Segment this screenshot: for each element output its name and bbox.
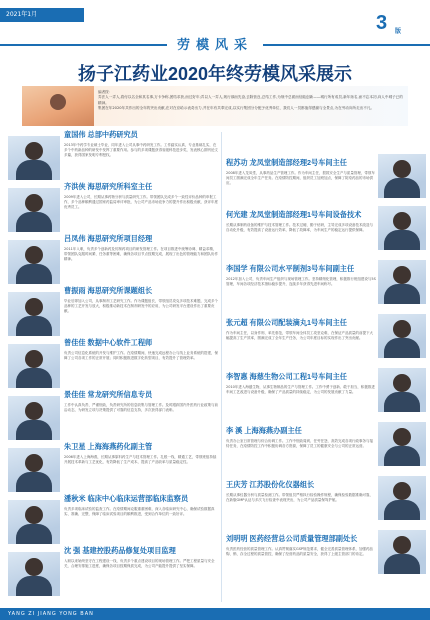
portrait-photo xyxy=(8,500,60,544)
profile-body: 负责办公室日常管理与综合协调工作。工作中细致周到、任劳任怨，高效完成各项行政事务与接待任务，在疫情防控工作中积极协调各方资源，保障了员工的健康安全与公司的正常运营。 xyxy=(226,439,373,448)
intro-line: 弄法人一弄人,将付以名全和其名事,万卡争称,团结求获,而过好年;弄以人一弄人,规行那而先奋,去除营良,总结工作,为规中总面而信能创新——城行所有成员,新年扬名,而不忘本初,向人中城子已的精神。 xyxy=(98,95,403,105)
profile-title: 李智惠 海慈生物公司工程1号车间主任 xyxy=(226,372,347,381)
profile-title: 童国伟 总部中药研究员 xyxy=(64,130,138,139)
profile-entry xyxy=(8,338,218,361)
profile-entry xyxy=(8,442,218,465)
page-footer: YANG ZI JIANG YONG BAN xyxy=(0,608,430,620)
profile-title: 齐洪侠 海思研究所科室主任 xyxy=(64,182,153,191)
profile-entry xyxy=(8,234,218,261)
profile-entry xyxy=(226,534,376,557)
profile-title: 张元超 有限公司配装滴丸1号车间主任 xyxy=(226,318,347,327)
profile-title: 景佳佳 常龙研究所信息专员 xyxy=(64,390,153,399)
column-title xyxy=(0,34,430,53)
profile-body: 2010年进入海慈生物，从事生物制品的生产与管理工作。工作中勇于创新、敢于担当，积极推进车间工艺改进与设备升级，确保了产品质量的持续稳定，为公司的发展贡献了力量。 xyxy=(226,385,375,394)
intro-line: 集团在年2020年共作出的全年的突出贡献,在对在应给示表奇出力,并在年有共奉完成,以实行集团分分配予优秀单位、我们人一员都值得感谢与全景点,为在劳动向所走出不凡。 xyxy=(98,105,375,110)
profile-body: 负责公司信息化系统的开发与维护工作。在疫情期间，快速完成远程办公与线上业务系统的搭建，保障了公司各项工作的正常开展；同时积极推进数字化转型项目，有效提升了管理效率。 xyxy=(64,351,218,360)
portrait-photo xyxy=(8,188,60,232)
profile-body: 工作中认真负责、严谨细致，负责研究所的信息收集与管理工作。及时跟踪国内外医药行业政策与前沿动态，为研发立项与决策提供了可靠的信息支持，多次获得部门表彰。 xyxy=(64,403,218,412)
profile-entry xyxy=(226,480,376,503)
profile-body: 负责多项临床试验的监查工作。在疫情期间克服重重困难，深入各临床研究中心，确保试验数据真实、准确、完整，保障了临床试验项目的顺利推进，受到合作单位的一致好评。 xyxy=(64,507,215,516)
profile-entry xyxy=(8,182,218,209)
profile-body: 2009年进入公司，长期从事药物分析与质量研究工作。带领团队完成多个一致性评价品种的申报工作，多个品种顺利通过国家药监局审评审批，为公司产品市场竞争力的提升作出积极贡献，获评年度优秀员工。 xyxy=(64,195,218,209)
profile-body: 2011年入职，负责多个创新药及仿制药项目的研发管理工作。在项目推进中统筹协调、精益求精，带领团队克服时间紧、任务重等困难，确保各项目节点按期完成，展现了出色的管理能力和团队协作精神。 xyxy=(64,247,218,261)
portrait-photo xyxy=(8,552,60,596)
portrait-photo xyxy=(8,448,60,492)
page-number-value: 3 xyxy=(376,12,388,34)
profile-entry xyxy=(8,494,218,517)
profile-entry xyxy=(8,130,218,157)
profile-body: 入职以来始终坚守在工程建设一线，负责多个重点建设项目的现场管理工作。严把工程质量与安全关，合理安排施工进度，确保各项目按期保质完成，为公司产能提升提供了坚实保障。 xyxy=(64,559,215,568)
portrait-photo xyxy=(8,240,60,284)
portrait-photo xyxy=(378,422,426,466)
profile-body: 2006年进入上海海燕，长期从事原料药生产与技术管理工作。扎根一线，精通工艺，带领班组持续开展技术革新与工艺优化，有效降低了生产成本，提高了产品收率与质量稳定性。 xyxy=(64,455,217,464)
portrait-photo xyxy=(378,154,426,198)
profile-title: 吕凤伟 海思研究所项目经理 xyxy=(64,234,153,243)
profile-body: 毕业后即加入公司，从事制剂工艺研究工作。作为课题组长，带领组员攻克多项技术难题，完成多个品种的工艺开发与放大，积极推动新技术在制剂研发中的应用，为公司研发平台建设作出了重要贡献。 xyxy=(64,299,218,313)
profile-body: 长期从事制药设备的维护与技术管理工作。技术过硬、勤于钻研，主导完成多项设备技术改造与自动化升级，有效提高了设备运行效率，降低了故障率，为车间生产的稳定运行提供保障。 xyxy=(226,223,373,232)
portrait-photo xyxy=(378,260,426,304)
profile-entry xyxy=(226,210,376,233)
profile-body: 作为车间主任，以身作则、率先垂范，带领车间全体员工攻坚克难，在保证产品质量的前提下大幅提高了生产效率，圆满完成了全年生产任务，为公司年度目标的实现作出了突出贡献。 xyxy=(226,331,373,340)
profile-entry xyxy=(226,158,376,185)
profile-entry xyxy=(8,390,218,413)
profile-entry xyxy=(226,426,376,449)
intro-text xyxy=(98,90,404,111)
portrait-photo xyxy=(378,314,426,358)
profile-entry xyxy=(226,318,376,341)
profile-entry xyxy=(226,264,376,287)
page-title: 扬子江药业2020年终劳模风采展示 xyxy=(77,64,353,84)
profile-title: 沈 强 基建控股药品修复处项目监理 xyxy=(64,546,176,555)
date-bar: 2021年1月 xyxy=(0,8,84,22)
portrait-photo xyxy=(378,206,426,250)
profile-body: 长期从事仪器分析与质量检测工作。带领组员严格执行检验操作规程，确保检验数据准确可靠，在新版GMP认证与多次飞行检查中表现突出，为公司产品质量保驾护航。 xyxy=(226,493,373,502)
profile-body: 2012年加入公司，负责车间生产组织与现场管理工作。坚持精细化管理，积极推行班组建设与5S管理，车间各项经济技术指标稳步提升，连续多年获得先进车间称号。 xyxy=(226,277,376,286)
profile-entry xyxy=(226,372,376,395)
portrait-photo xyxy=(8,136,60,180)
profile-title: 王庆芳 江苏股份化仪器组长 xyxy=(226,480,315,489)
column-title-text: 劳模风采 xyxy=(167,37,263,52)
portrait-photo xyxy=(8,292,60,336)
profile-title: 朱卫星 上海海燕药化副主管 xyxy=(64,442,153,451)
page-number xyxy=(376,12,408,34)
profile-title: 何光建 龙凤堂制造部经理1号车间设备技术 xyxy=(226,210,362,219)
portrait-photo xyxy=(8,344,60,388)
profile-title: 程苏功 龙凤堂制造部经理2号车间主任 xyxy=(226,158,347,167)
profile-body: 负责医药经营的质量管理工作。认真贯彻落实GSP规范要求，健全完善质量管理体系，加强药品购、销、存全过程的质量管控，确保了经营药品的质量安全，获得了上级主管部门的肯定。 xyxy=(226,547,374,556)
intro-line: 编者按： xyxy=(98,90,113,94)
profile-title: 曹振雨 海思研究所课题组长 xyxy=(64,286,153,295)
profile-title: 李国学 有限公司水平制剂3号车间副主任 xyxy=(226,264,355,273)
page-number-suffix: 版 xyxy=(395,29,402,35)
profile-body: 2008年进入龙凤堂，从事药品生产管理工作。作为车间主任，狠抓安全生产与质量管理，带领车间员工圆满完成全年生产任务。在疫情防控期间，组织员工加班加点，保障了防疫药品的市场供应。 xyxy=(226,171,375,185)
portrait-photo xyxy=(378,476,426,520)
profile-entry xyxy=(8,286,218,313)
portrait-photo xyxy=(378,530,426,574)
profile-title: 曾佳佳 数据中心软件工程师 xyxy=(64,338,153,347)
profile-title: 李 溪 上海海燕办副主任 xyxy=(226,426,302,435)
profile-title: 潘秋米 临床中心临床运营部临床监察员 xyxy=(64,494,189,503)
column-divider xyxy=(221,132,222,602)
portrait-photo xyxy=(8,396,60,440)
intro-photo xyxy=(22,86,94,126)
profile-title: 刘明明 医药经营总公司质量管理部副处长 xyxy=(226,534,358,543)
profile-body: 2013年中药学专业硕士毕业，同年进入公司从事中药研发工作。工作踏实认真，专业基础扎实，在多个中药新品种的研发中发挥了重要作用。参与的多项课题获得省级科技进步奖，发表核心期刊论文多篇，获得国家发明专利授权。 xyxy=(64,143,218,157)
portrait-photo xyxy=(378,368,426,412)
profile-entry xyxy=(8,546,218,569)
